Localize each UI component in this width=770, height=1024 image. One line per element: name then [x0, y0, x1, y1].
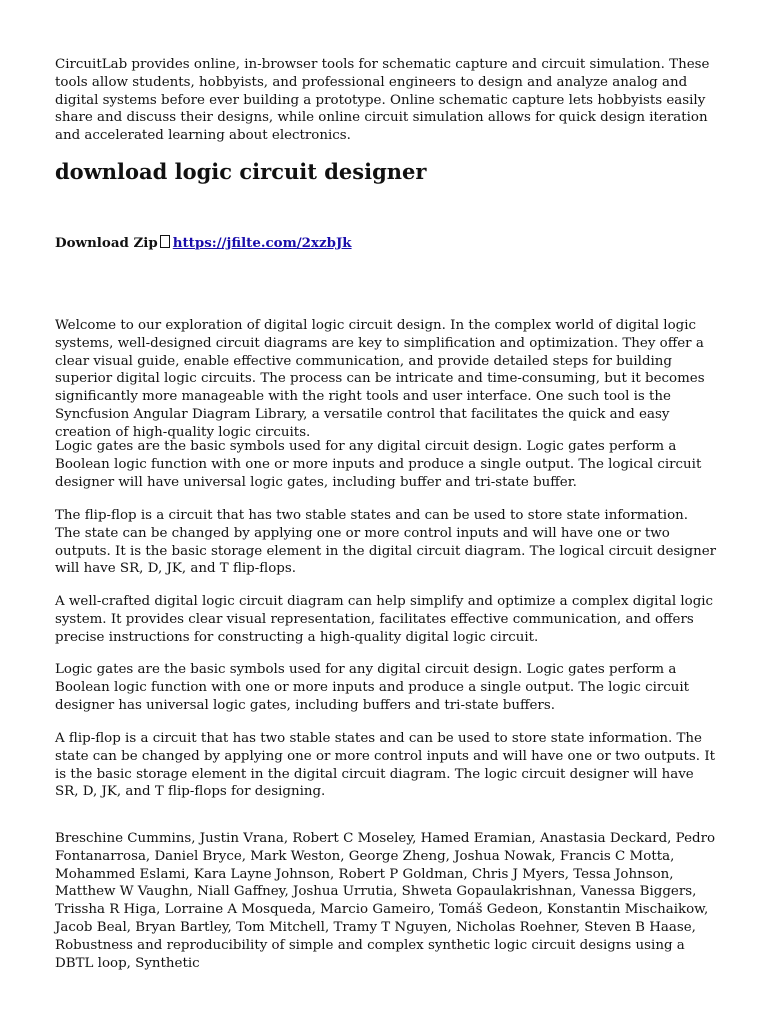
intro-paragraph: CircuitLab provides online, in-browser tools for schematic capture and circuit simulation. These tools allow students, hobbyists, and professional engineers to design and analyze analog and digital systems before ever building a prototype. Online schematic capture lets hobbyists easily share and discuss their designs, while online circuit simulation allows for quick design iteration and accelerated learning about electronics.	[55, 57, 710, 144]
body-paragraph-2: Logic gates are the basic symbols used for any digital circuit design. Logic gates perform a Boolean logic function with one or more inputs and produce a single output. The logical circuit designer will have universal logic gates, including buffer and tri-state buffer.	[55, 439, 702, 490]
body-paragraph-3: The flip-flop is a circuit that has two stable states and can be used to store state information. The state can be changed by applying one or more control inputs and will have one or two outputs. It is the basic storage element in the digital circuit diagram. The logical circuit designer will have SR, D, JK, and T flip-flops.	[55, 508, 717, 577]
download-label: Download Zip	[55, 235, 158, 251]
body-paragraph-6: A flip-flop is a circuit that has two stable states and can be used to store state information. The state can be changed by applying one or more control inputs and will have one or two outputs. It is the basic storage element in the digital circuit diagram. The logic circuit designer will have SR, D, JK, and T flip-flops for designing.	[55, 731, 715, 800]
authors-paragraph: Breschine Cummins, Justin Vrana, Robert C Moseley, Hamed Eramian, Anastasia Deckard, Pedro Fontanarrosa, Daniel Bryce, Mark Weston, George Zheng, Joshua Nowak, Francis C Motta, Mohammed Eslami, Kara Layne Johnson, Robert P Goldman, Chris J Myers, Tessa Johnson, Matthew W Vaughn, Niall Gaffney, Joshua Urrutia, Shweta Gopaulakrishnan, Vanessa Biggers, Trissha R Higa, Lorraine A Mosqueda, Marcio Gameiro, Tomáš Gedeon, Konstantin Mischaikow, Jacob Beal, Bryan Bartley, Tom Mitchell, Tramy T Nguyen, Nicholas Roehner, Steven B Haase, Robustness and reproducibility of simple and complex synthetic logic circuit designs using a DBTL loop, Synthetic	[55, 831, 716, 971]
download-line	[55, 234, 715, 252]
body-paragraph-1: Welcome to our exploration of digital logic circuit design. In the complex world of digital logic systems, well-designed circuit diagrams are key to simplification and optimization. They offer a clear visual guide, enable effective communication, and provide detailed steps for building superior digital logic circuits. The process can be intricate and time-consuming, but it becomes significantly more manageable with the right tools and user interface. One such tool is the Syncfusion Angular Diagram Library, a versatile control that facilitates the quick and easy creation of high-quality logic circuits.	[55, 318, 705, 440]
page-title: download logic circuit designer	[55, 159, 427, 184]
body-paragraph-4: A well-crafted digital logic circuit diagram can help simplify and optimize a complex digital logic system. It provides clear visual representation, facilitates effective communication, and offers precise instructions for constructing a high-quality digital logic circuit.	[55, 594, 714, 645]
arrow-icon	[160, 235, 170, 248]
body-paragraph-5: Logic gates are the basic symbols used for any digital circuit design. Logic gates perform a Boolean logic function with one or more inputs and produce a single output. The logic circuit designer has universal logic gates, including buffers and tri-state buffers.	[55, 662, 690, 713]
download-link[interactable]: https://jfilte.com/2xzbJk	[172, 235, 352, 251]
